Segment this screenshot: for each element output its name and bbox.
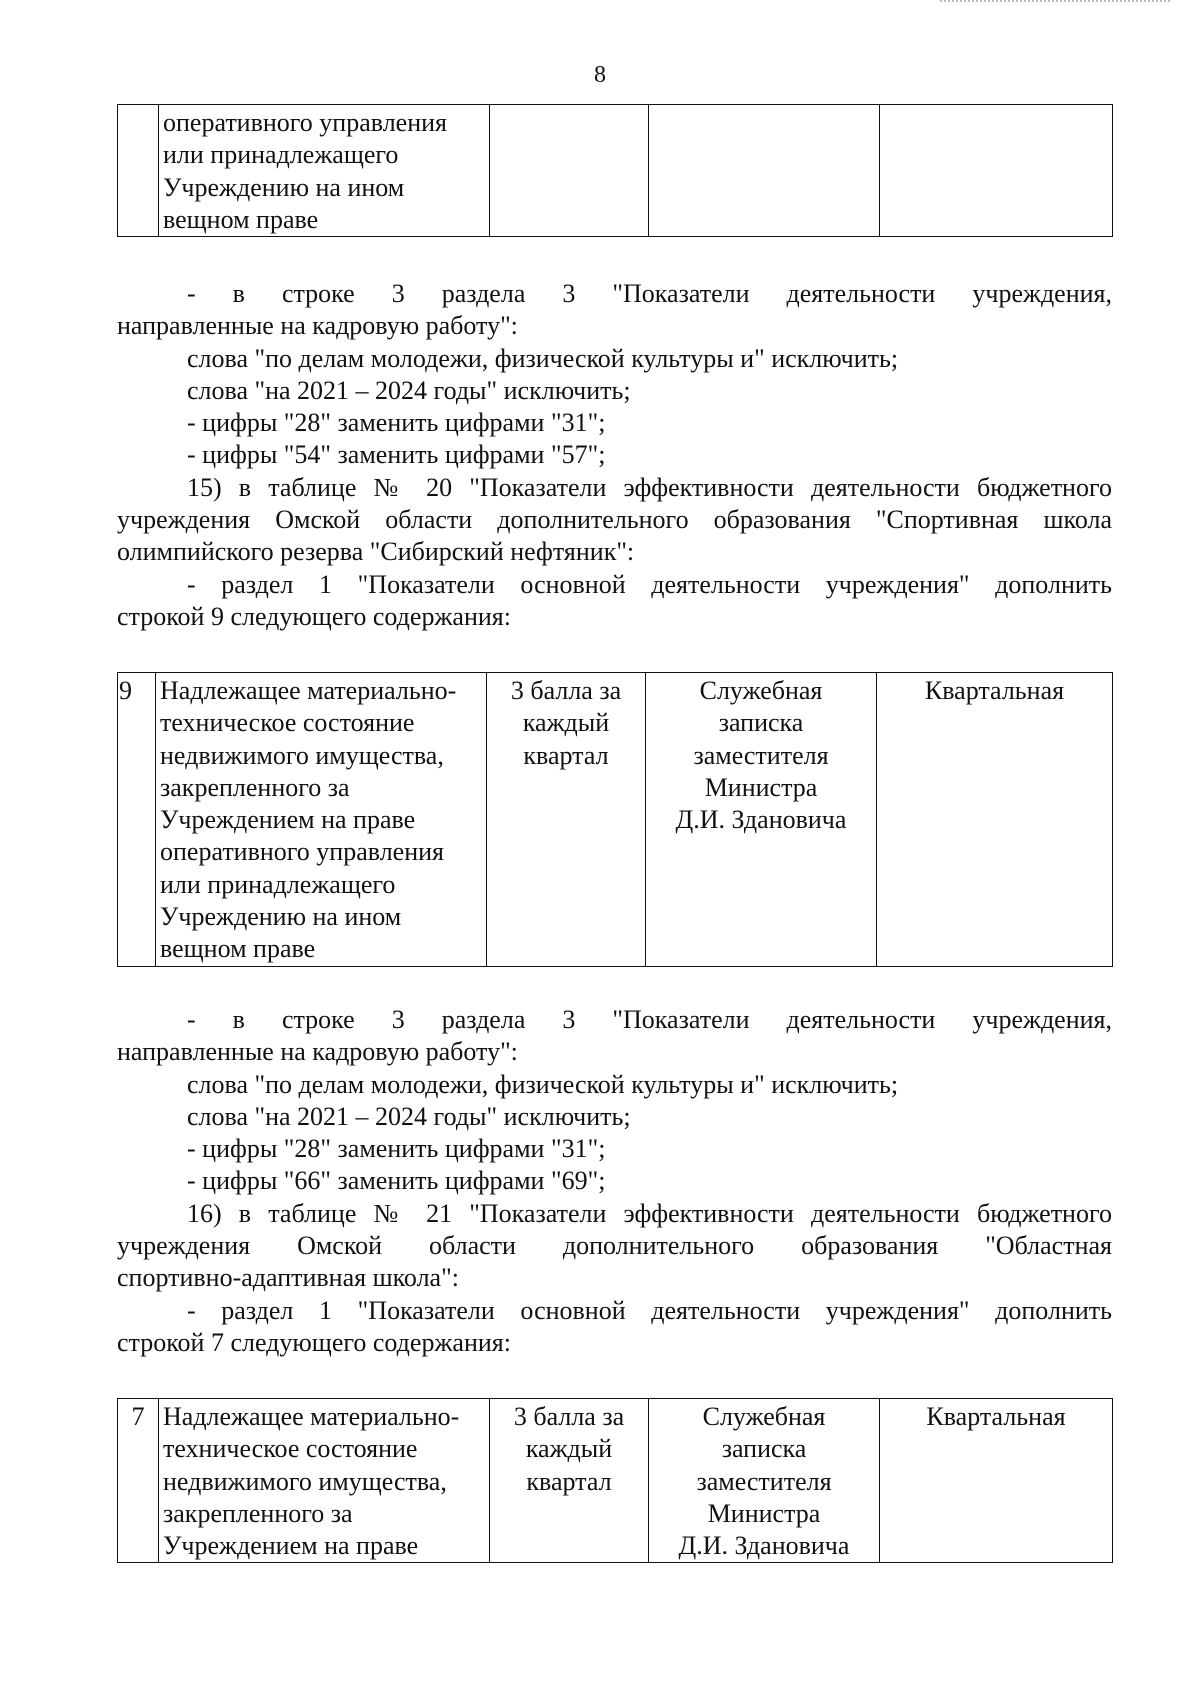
list-item: слова "на 2021 – 2024 годы" исключить;: [187, 1101, 631, 1131]
list-item: - цифры "28" заменить цифрами "31";: [187, 408, 606, 438]
list-item: слова "по делам молодежи, физической культуры и" исключить;: [187, 343, 899, 373]
paragraph-line: 16) в таблице № 21 "Показатели эффективности деятельности бюджетного: [187, 1198, 1112, 1228]
paragraph-line: 15) в таблице № 20 "Показатели эффективности деятельности бюджетного: [187, 472, 1112, 502]
table-top-fragment: [117, 104, 1113, 237]
cell-line: 3 балла за: [513, 1402, 625, 1431]
list-item: слова "по делам молодежи, физической культуры и" исключить;: [187, 1069, 899, 1099]
paragraph-sub-cont: строкой 7 следующего содержания:: [117, 1327, 511, 1357]
cell-line: записка: [718, 708, 804, 738]
paragraph-cont: направленные на кадровую работу":: [117, 1037, 518, 1067]
amendment-section-3-first: [117, 278, 1112, 633]
cell-line: квартал: [526, 1466, 612, 1496]
table-cell-period: Квартальная: [880, 1399, 1113, 1563]
table-row: [118, 673, 1113, 967]
cell-line: или принадлежащего: [160, 869, 396, 899]
cell-line: квартал: [523, 740, 609, 770]
table-row: [118, 1399, 1113, 1563]
cell-line: Служебная: [702, 1402, 826, 1431]
cell-line: заместителя: [693, 740, 829, 770]
cell-line: Учреждению на ином: [163, 172, 405, 202]
cell-line: записка: [721, 1434, 807, 1464]
cell-line: техническое состояние: [160, 708, 415, 738]
cell-line: недвижимого имущества,: [160, 740, 444, 770]
scan-artifact: [940, 0, 1170, 6]
amendment-section-3-second: [117, 1004, 1112, 1359]
paragraph-sub-cont: строкой 9 следующего содержания:: [117, 601, 511, 631]
cell-line: Надлежащее материально-: [163, 1402, 460, 1431]
cell-line: каждый: [522, 708, 610, 738]
cell-line: или принадлежащего: [163, 140, 399, 170]
paragraph-sub-lead: - раздел 1 "Показатели основной деятельности учреждения" дополнить: [187, 1295, 1112, 1325]
cell-line: Министра: [704, 772, 818, 802]
table-cell-source: [646, 673, 877, 967]
table-cell-number: [118, 105, 159, 237]
cell-line: оперативного управления: [160, 837, 444, 867]
table-cell-number: 7: [118, 1399, 159, 1563]
cell-line: закрепленного за: [160, 772, 350, 802]
table-row-9: [117, 672, 1113, 967]
cell-line: закрепленного за: [163, 1498, 353, 1528]
cell-line: 3 балла за: [510, 676, 622, 705]
table-cell-period: Квартальная: [877, 673, 1113, 967]
cell-line: Д.И. Здановича: [678, 1531, 850, 1561]
cell-line: оперативного управления: [163, 108, 447, 137]
list-item: слова "на 2021 – 2024 годы" исключить;: [187, 375, 631, 405]
table-cell-score: [487, 673, 646, 967]
list-item: - цифры "28" заменить цифрами "31";: [187, 1134, 606, 1164]
cell-line: недвижимого имущества,: [163, 1466, 447, 1496]
paragraph-lead: - в строке 3 раздела 3 "Показатели деятельности учреждения,: [187, 279, 1112, 308]
table-cell-source: [649, 1399, 880, 1563]
table-row-7: [117, 1398, 1113, 1563]
list-item: - цифры "66" заменить цифрами "69";: [187, 1166, 606, 1196]
cell-line: вещном праве: [160, 934, 316, 964]
paragraph-line: учреждения Омской области дополнительного образования "Областная: [117, 1231, 1112, 1261]
table-cell-indicator: [159, 1399, 490, 1563]
paragraph-line: спортивно-адаптивная школа":: [117, 1263, 459, 1293]
table-cell-score: [490, 105, 649, 237]
cell-line: Учреждением на праве: [163, 1531, 419, 1561]
list-item: - цифры "54" заменить цифрами "57";: [187, 440, 606, 470]
table-cell-source: [649, 105, 880, 237]
cell-line: заместителя: [696, 1466, 832, 1496]
paragraph-line: учреждения Омской области дополнительного образования "Спортивная школа: [117, 505, 1112, 535]
cell-line: техническое состояние: [163, 1434, 418, 1464]
cell-line: Учреждением на праве: [160, 805, 416, 835]
table-cell-period: [880, 105, 1113, 237]
cell-line: Надлежащее материально-: [160, 676, 457, 705]
paragraph-line: олимпийского резерва "Сибирский нефтяник":: [117, 537, 635, 567]
paragraph-cont: направленные на кадровую работу":: [117, 311, 518, 341]
cell-line: Служебная: [699, 676, 823, 705]
cell-line: Д.И. Здановича: [675, 805, 847, 835]
cell-line: вещном праве: [163, 204, 319, 234]
cell-line: Министра: [707, 1498, 821, 1528]
table-row: [118, 105, 1113, 237]
table-cell-number: 9: [118, 673, 156, 967]
table-cell-score: [490, 1399, 649, 1563]
paragraph-lead: - в строке 3 раздела 3 "Показатели деятельности учреждения,: [187, 1005, 1112, 1034]
cell-line: каждый: [525, 1434, 613, 1464]
paragraph-sub-lead: - раздел 1 "Показатели основной деятельности учреждения" дополнить: [187, 569, 1112, 599]
cell-line: Учреждению на ином: [160, 902, 402, 932]
table-cell-indicator: [156, 673, 487, 967]
page-number: 8: [594, 62, 606, 88]
table-cell-indicator: [159, 105, 490, 237]
